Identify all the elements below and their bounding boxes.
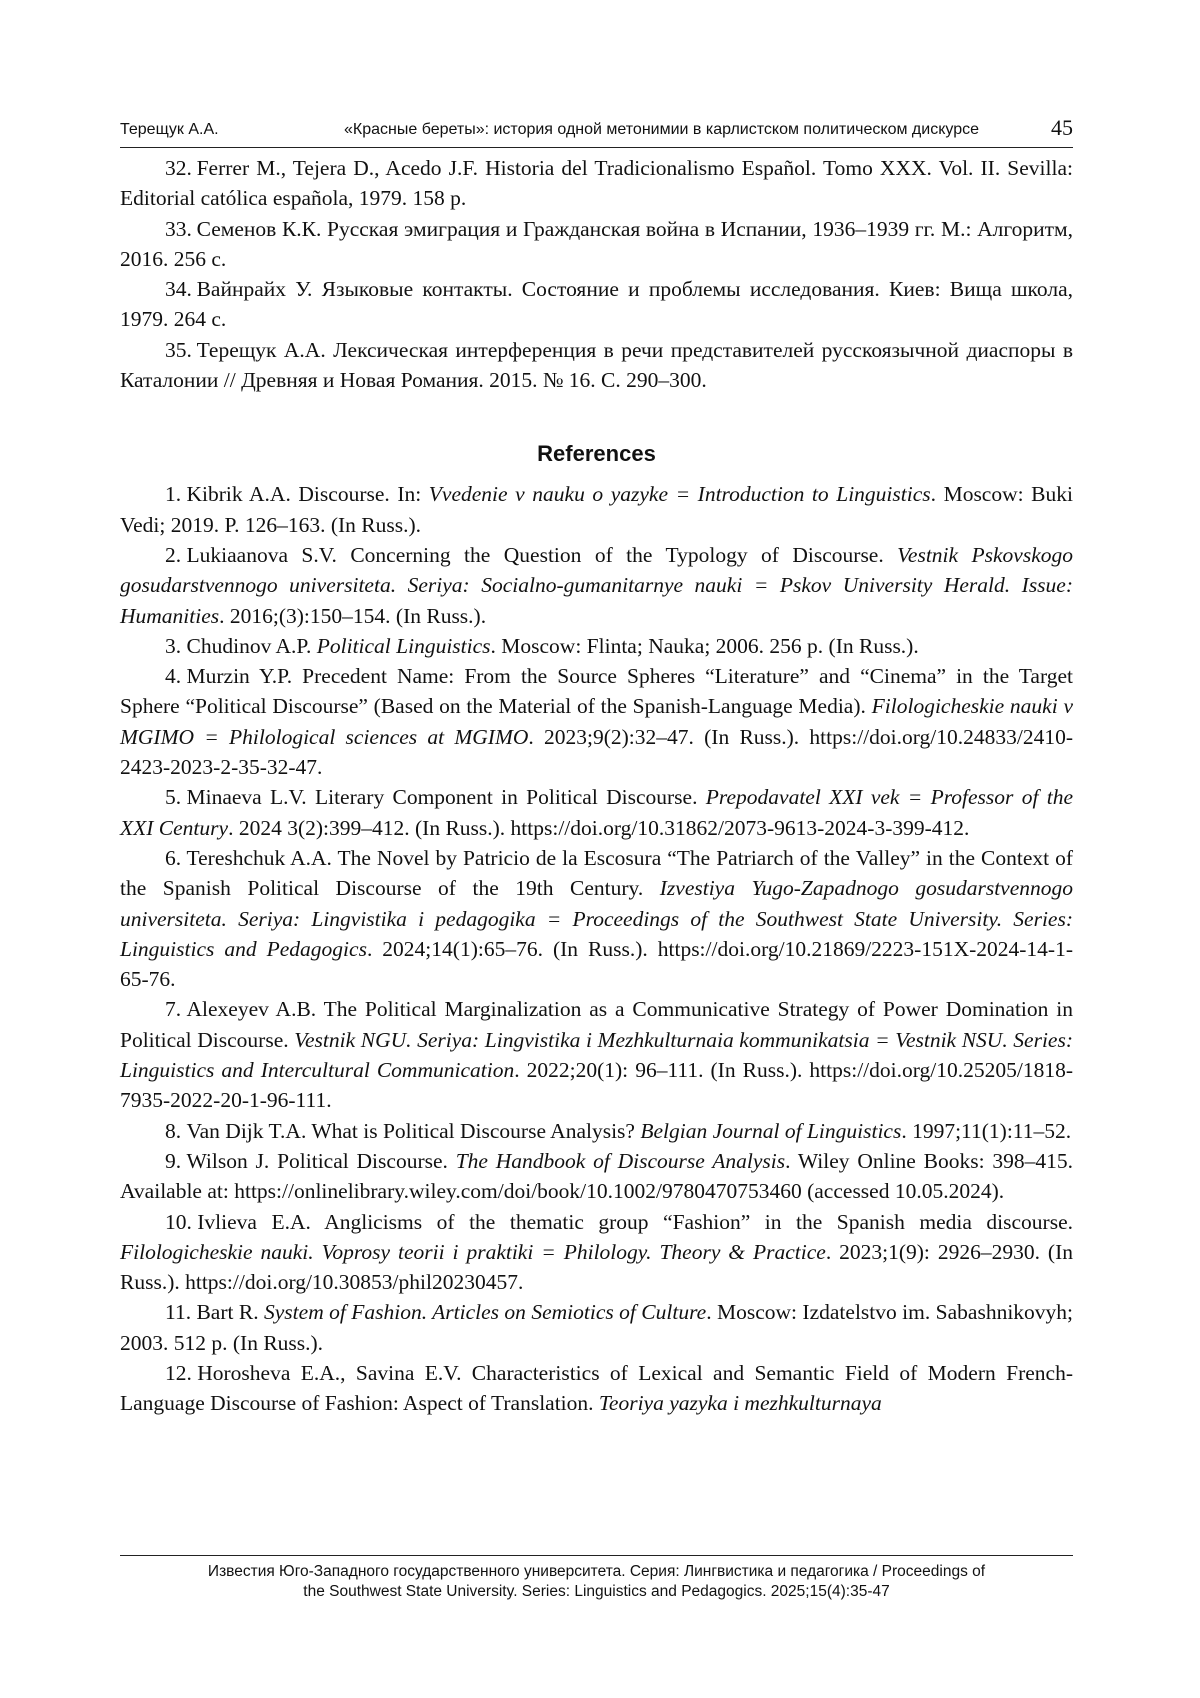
reference-number: 5. (165, 785, 182, 810)
reference-entry (120, 782, 1073, 843)
reference-entry (120, 540, 1073, 631)
footer-line-1: Известия Юго-Западного государственного университета. Серия: Лингвистика и педагогика / Proceedings of (207, 1563, 986, 1580)
reference-details: . 2022;20(1): 96–111. (In Russ.). https://doi.org/10.25205/1818-7935-2022-20-1-96-111. (120, 1058, 1073, 1113)
reference-source: Belgian Journal of Linguistics (640, 1118, 902, 1143)
footer-line-2: the Southwest State University. Series: Linguistics and Pedagogics. 2025;15(4):35-47 (303, 1583, 890, 1600)
reference-entry (120, 843, 1073, 994)
reference-number: 12. (165, 1360, 192, 1385)
reference-source: The Handbook of Discourse Analysis (455, 1148, 786, 1173)
reference-entry (120, 661, 1073, 782)
reference-entry (120, 1207, 1073, 1298)
reference-entry (120, 1116, 1073, 1146)
reference-details: . 1997;11(1):11–52. (901, 1118, 1072, 1143)
reference-authors-title: Lukiaanova S.V. Concerning the Question of the Typology of Discourse. (186, 542, 898, 567)
reference-source: Filologicheskie nauki v MGIMO = Philological sciences at MGIMO (120, 694, 1073, 749)
reference-details: . Moscow: Buki Vedi; 2019. P. 126–163. (In Russ.). (120, 482, 1073, 537)
reference-source: Vestnik Pskovskogo gosudarstvennogo universiteta. Seriya: Socialno-gumanitarnye nauki = Pskov University Herald. Issue: Humanities (120, 542, 1074, 628)
reference-source: Prepodavatel XXI vek = Professor of the XXI Century (120, 785, 1073, 840)
reference-number: 8. (165, 1118, 182, 1143)
reference-source: Vestnik NGU. Seriya: Lingvistika i Mezhkulturnaia kommunikatsia = Vestnik NSU. Series: Linguistics and Intercultural Communication (120, 1027, 1073, 1083)
reference-number: 7. (165, 997, 182, 1022)
reference-text: Семенов К.К. Русская эмиграция и Гражданская война в Испании, 1936–1939 гг. М.: Алгоритм, 2016. 256 с. (120, 216, 1073, 271)
reference-source: System of Fashion. Articles on Semiotics of Culture (264, 1300, 707, 1325)
reference-authors-title: Horosheva E.A., Savina E.V. Characteristics of Lexical and Semantic Field of Modern French-Language Discourse of Fashion: Aspect of Translation. (120, 1360, 1073, 1416)
reference-text: Ferrer M., Tejera D., Acedo J.F. Historia del Tradicionalismo Español. Tomo XXX. Vol. II. Sevilla: Editorial católica española, 1979. 158 p. (120, 156, 1073, 211)
reference-entry (120, 214, 1073, 275)
reference-number: 10. (165, 1209, 192, 1234)
reference-entry (120, 153, 1073, 214)
reference-entry (120, 1297, 1073, 1358)
reference-entry (120, 274, 1073, 335)
reference-authors-title: Kibrik A.A. Discourse. In: (186, 482, 429, 507)
reference-details: . 2023;1(9): 2926–2930. (In Russ.). https://doi.org/10.30853/phil20230457. (120, 1239, 1073, 1295)
journal-footer (120, 1562, 1073, 1602)
reference-number: 11. (165, 1300, 192, 1325)
reference-entry (120, 479, 1073, 540)
header-author: Терещук А.А. (120, 121, 219, 138)
reference-text: Вайнрайх У. Языковые контакты. Состояние и проблемы исследования. Киев: Вища школа, 1979. 264 с. (120, 277, 1073, 332)
reference-authors-title: Ivlieva E.A. Anglicisms of the thematic group “Fashion” in the Spanish media discourse. (197, 1209, 1073, 1234)
russian-reference-list (120, 153, 1073, 395)
reference-number: 3. (165, 633, 182, 658)
reference-source: Izvestiya Yugo-Zapadnogo gosudarstvennogo universiteta. Seriya: Lingvistika i pedagogika = Proceedings of the Southwest State University. Series: Linguistics and Pedagogics (120, 876, 1074, 961)
reference-number: 33. (165, 216, 192, 241)
reference-authors-title: Wilson J. Political Discourse. (186, 1148, 456, 1173)
page-number: 45 (1051, 115, 1073, 140)
reference-authors-title: Bart R. (196, 1300, 265, 1325)
reference-body (120, 153, 1073, 1419)
reference-details: . 2024;14(1):65–76. (In Russ.). https://doi.org/10.21869/2223-151X-2024-14-1-65-76. (120, 936, 1073, 992)
reference-number: 35. (165, 337, 192, 362)
reference-number: 6. (165, 845, 182, 870)
reference-entry (120, 994, 1073, 1115)
running-header (120, 115, 1073, 148)
reference-authors-title: Alexeyev A.B. The Political Marginalization as a Communicative Strategy of Power Domination in Political Discourse. (120, 997, 1073, 1052)
reference-entry (120, 335, 1073, 396)
reference-entry (120, 1146, 1073, 1207)
reference-entry (120, 631, 1073, 661)
reference-number: 4. (165, 664, 182, 689)
reference-text: Терещук А.А. Лексическая интерференция в речи представителей русскоязычной диаспоры в Каталонии // Древняя и Новая Романия. 2015. № 16. С. 290–300. (120, 337, 1073, 393)
english-reference-list (120, 479, 1073, 1418)
header-article-title: «Красные береты»: история одной метонимии в карлистском политическом дискурсе (344, 121, 979, 138)
reference-source: Vvedenie v nauku o yazyke = Introduction to Linguistics (428, 482, 931, 507)
reference-authors-title: Chudinov A.P. (186, 633, 317, 658)
reference-details: . Wiley Online Books: 398–415. Available at: https://onlinelibrary.wiley.com/doi/book/10.1002/9780470753460 (accessed 10.05.2024). (120, 1148, 1073, 1204)
footer-divider (120, 1555, 1073, 1556)
reference-authors-title: Murzin Y.P. Precedent Name: From the Source Spheres “Literature” and “Cinema” in the Target Sphere “Political Discourse” (Based on the Material of the Spanish-Language Media). (120, 664, 1073, 719)
reference-details: . Moscow: Flinta; Nauka; 2006. 256 p. (In Russ.). (490, 633, 919, 658)
reference-details: . 2024 3(2):399–412. (In Russ.). https://doi.org/10.31862/2073-9613-2024-3-399-412. (228, 815, 970, 840)
reference-number: 9. (165, 1148, 182, 1173)
reference-entry (120, 1358, 1073, 1419)
reference-number: 2. (165, 542, 182, 567)
reference-details: . 2023;9(2):32–47. (In Russ.). https://doi.org/10.24833/2410-2423-2023-2-35-32-47. (120, 724, 1074, 780)
references-heading: References (537, 441, 656, 467)
reference-authors-title: Van Dijk T.A. What is Political Discourse Analysis? (186, 1118, 641, 1143)
reference-authors-title: Tereshchuk A.A. The Novel by Patricio de la Escosura “The Patriarch of the Valley” in the Context of the Spanish Political Discourse of the 19th Century. (120, 845, 1073, 901)
reference-source: Teoriya yazyka i mezhkulturnaya (598, 1391, 882, 1416)
reference-source: Filologicheskie nauki. Voprosy teorii i praktiki = Philology. Theory & Practice (120, 1239, 826, 1264)
reference-source: Political Linguistics (316, 633, 491, 658)
reference-number: 1. (165, 482, 182, 507)
reference-details: . Moscow: Izdatelstvo im. Sabashnikovyh; 2003. 512 p. (In Russ.). (120, 1300, 1074, 1355)
reference-authors-title: Minaeva L.V. Literary Component in Political Discourse. (186, 785, 706, 810)
reference-number: 34. (165, 277, 192, 302)
reference-details: . 2016;(3):150–154. (In Russ.). (219, 603, 487, 628)
reference-number: 32. (165, 156, 192, 180)
